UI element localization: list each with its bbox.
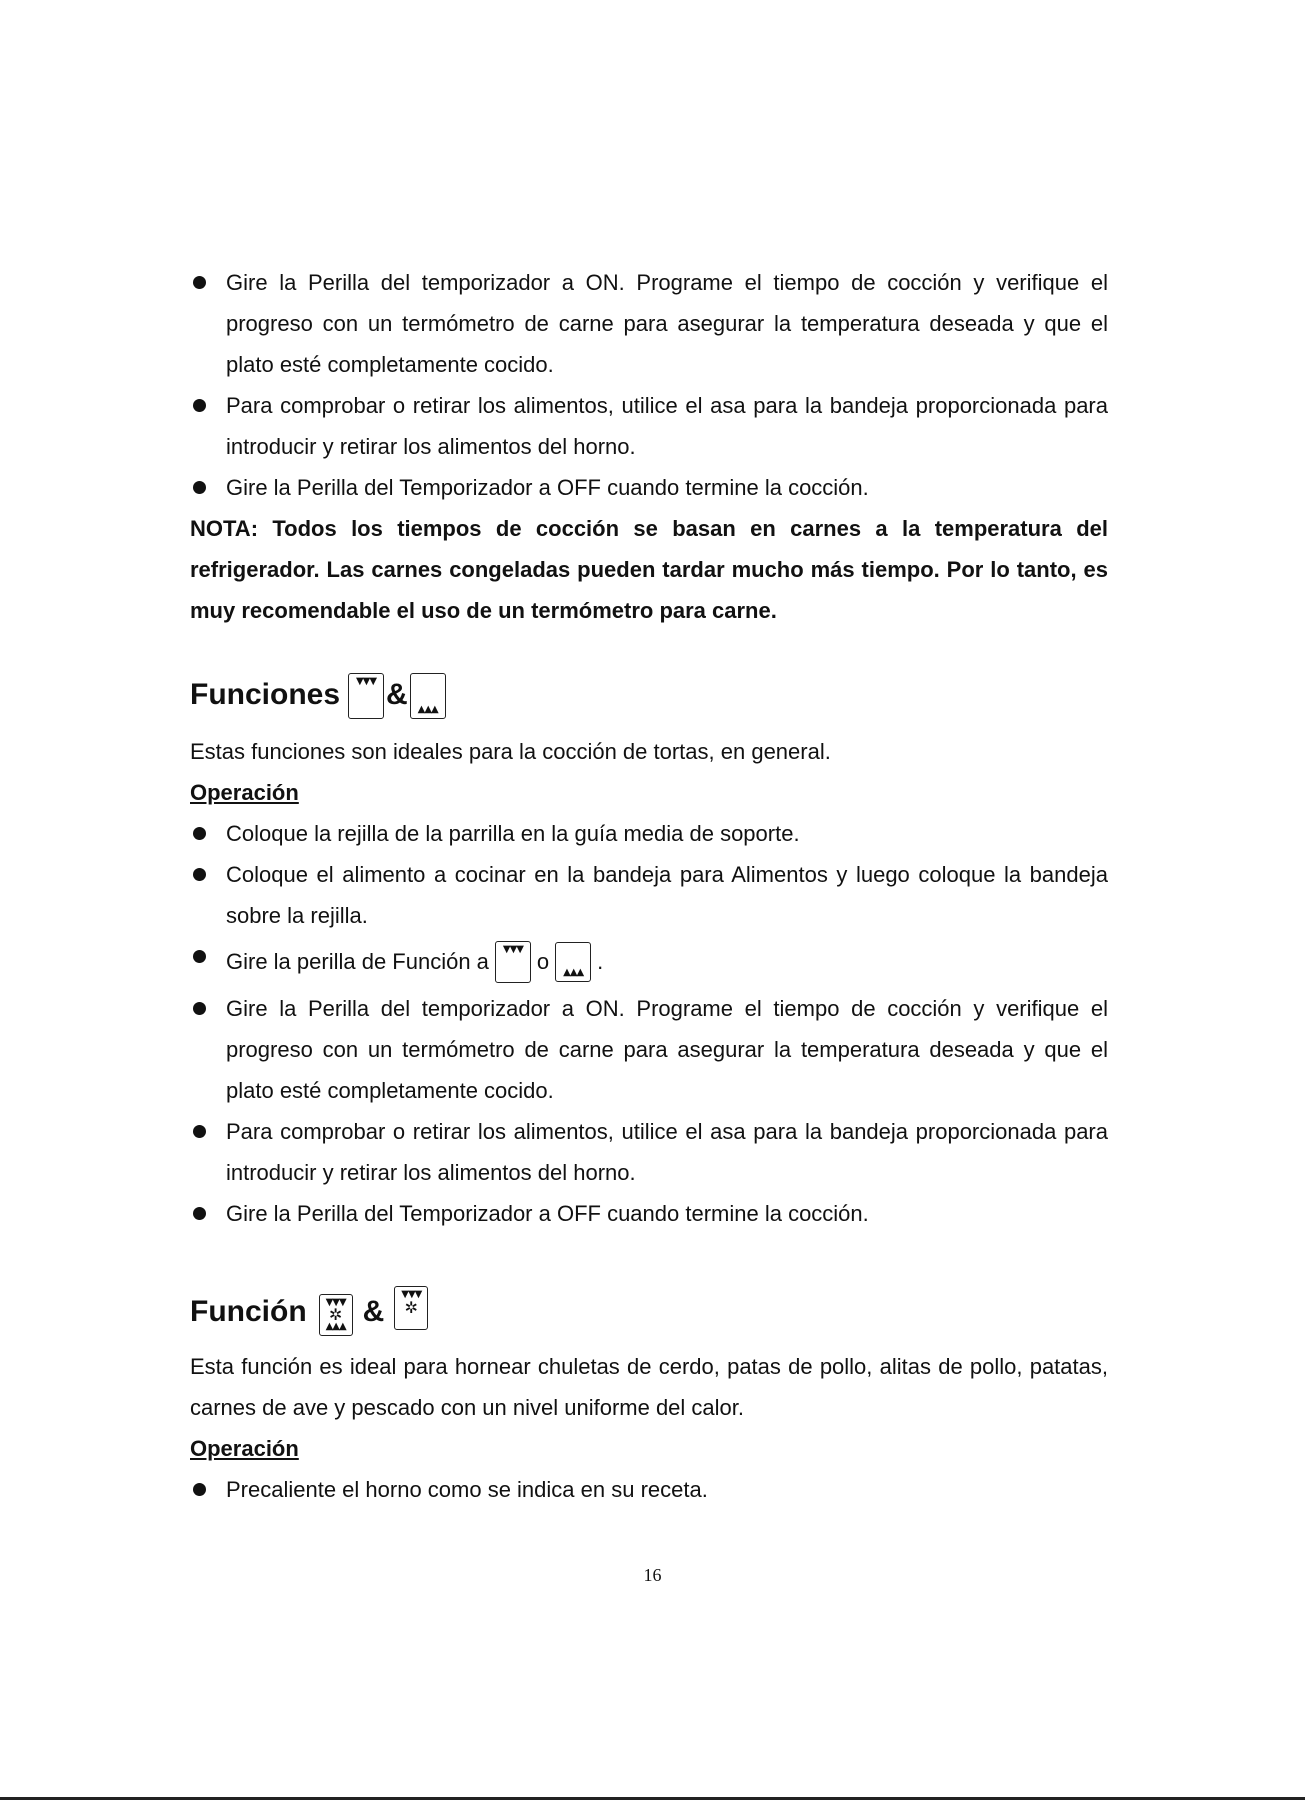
list-item: Para comprobar o retirar los alimentos, utilice el asa para la bandeja proporcionada para introducir y retirar los alimentos del horno. xyxy=(190,1111,1108,1193)
convection-top-icon: ▼▼▼ ✲ xyxy=(394,1286,428,1330)
section-heading-funcion xyxy=(190,1286,1108,1336)
list-item: Gire la Perilla del temporizador a ON. Programe el tiempo de cocción y verifique el progreso con un termómetro de carne para asegurar la temperatura deseada y que el plato esté completamente cocido. xyxy=(190,262,1108,385)
bullet-list xyxy=(190,813,1108,1234)
list-item: Gire la Perilla del Temporizador a OFF cuando termine la cocción. xyxy=(190,1193,1108,1234)
list-item: Coloque la rejilla de la parrilla en la guía media de soporte. xyxy=(190,813,1108,854)
heading-text: Función xyxy=(190,1295,307,1328)
list-item xyxy=(190,936,1108,988)
ampersand: & xyxy=(362,1295,385,1328)
bottom-heat-icon: ▲▲▲ xyxy=(555,942,591,982)
section-intro: Esta función es ideal para hornear chuletas de cerdo, patas de pollo, alitas de pollo, patatas, carnes de ave y pescado con un nivel uniforme del calor. xyxy=(190,1354,1108,1420)
top-heat-icon: ▼▼▼ xyxy=(348,673,384,719)
bullet-list xyxy=(190,1469,1108,1510)
section-intro: Estas funciones son ideales para la cocción de tortas, en general. xyxy=(190,739,831,764)
top-heat-icon: ▼▼▼ xyxy=(495,941,531,983)
bottom-heat-icon: ▲▲▲ xyxy=(410,673,446,719)
operation-subheading: Operación xyxy=(190,780,299,805)
list-item: Para comprobar o retirar los alimentos, utilice el asa para la bandeja proporcionada para introducir y retirar los alimentos del horno. xyxy=(190,385,1108,467)
page-number: 16 xyxy=(643,1565,662,1585)
operation-subheading: Operación xyxy=(190,1436,299,1461)
page-content xyxy=(190,262,1108,1510)
list-item: Gire la Perilla del Temporizador a OFF cuando termine la cocción. xyxy=(190,467,1108,508)
note-paragraph: NOTA: Todos los tiempos de cocción se basan en carnes a la temperatura del refrigerador. Las carnes congeladas pueden tardar mucho más tiempo. Por lo tanto, es muy recomendable el uso de un termómetro para carne. xyxy=(190,516,1108,623)
list-item: Precaliente el horno como se indica en su receta. xyxy=(190,1469,1108,1510)
list-item: Coloque el alimento a cocinar en la bandeja para Alimentos y luego coloque la bandeja sobre la rejilla. xyxy=(190,854,1108,936)
function-knob-line: Gire la perilla de Función a ▼▼▼ o ▲▲▲ . xyxy=(226,936,1108,988)
heading-text: Funciones xyxy=(190,678,341,711)
ampersand: & xyxy=(386,678,408,711)
bullet-list xyxy=(190,262,1108,508)
convection-top-bottom-icon: ▼▼▼ ✲ ▲▲▲ xyxy=(319,1294,353,1336)
section-heading-funciones xyxy=(190,671,1108,719)
list-item: Gire la Perilla del temporizador a ON. Programe el tiempo de cocción y verifique el progreso con un termómetro de carne para asegurar la temperatura deseada y que el plato esté completamente cocido. xyxy=(190,988,1108,1111)
